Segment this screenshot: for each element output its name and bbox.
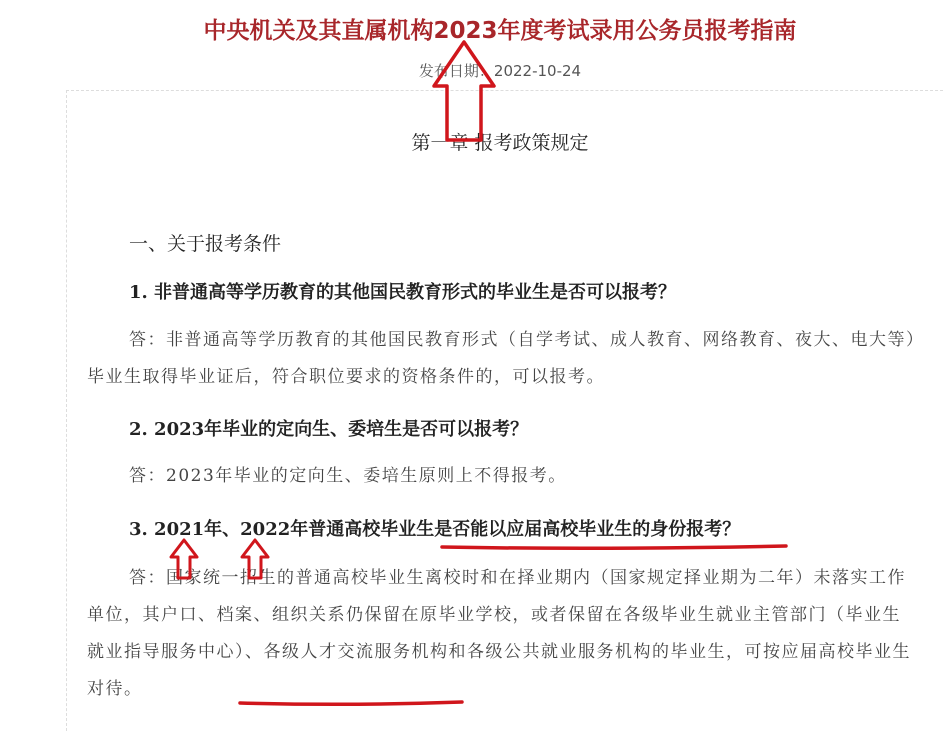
section-title: 一、关于报考条件 [129, 233, 282, 255]
answer-1: 答：非普通高等学历教育的其他国民教育形式（自学考试、成人教育、网络教育、夜大、电大等）毕业生取得毕业证后，符合职位要求的资格条件的，可以报考。 [87, 330, 916, 387]
question-3: 3. 2021年、2022年普通高校毕业生是否能以应届高校毕业生的身份报考？ [129, 519, 741, 540]
answer-2: 答：2023年毕业的定向生、委培生原则上不得报考。 [129, 466, 567, 486]
question-1: 1. 非普通高等学历教育的其他国民教育形式的毕业生是否可以报考？ [129, 282, 677, 303]
chapter-title: 第一章 报考政策规定 [411, 132, 589, 154]
publish-date: 发布日期：2022-10-24 [418, 62, 582, 80]
answer-3: 答：国家统一招生的普通高校毕业生离校时和在择业期内（国家规定择业期为二年）未落实工作单位，其户口、档案、组织关系仍保留在原毕业学校，或者保留在各级毕业生就业主管部门（毕业生就业指导服务中心）、各级人才交流服务机构和各级公共就业服务机构的毕业生，可按应届高校毕业生对待。 [87, 568, 911, 699]
page-title: 中央机关及其直属机构2023年度考试录用公务员报考指南 [203, 18, 797, 44]
question-2: 2. 2023年毕业的定向生、委培生是否可以报考？ [129, 419, 529, 440]
